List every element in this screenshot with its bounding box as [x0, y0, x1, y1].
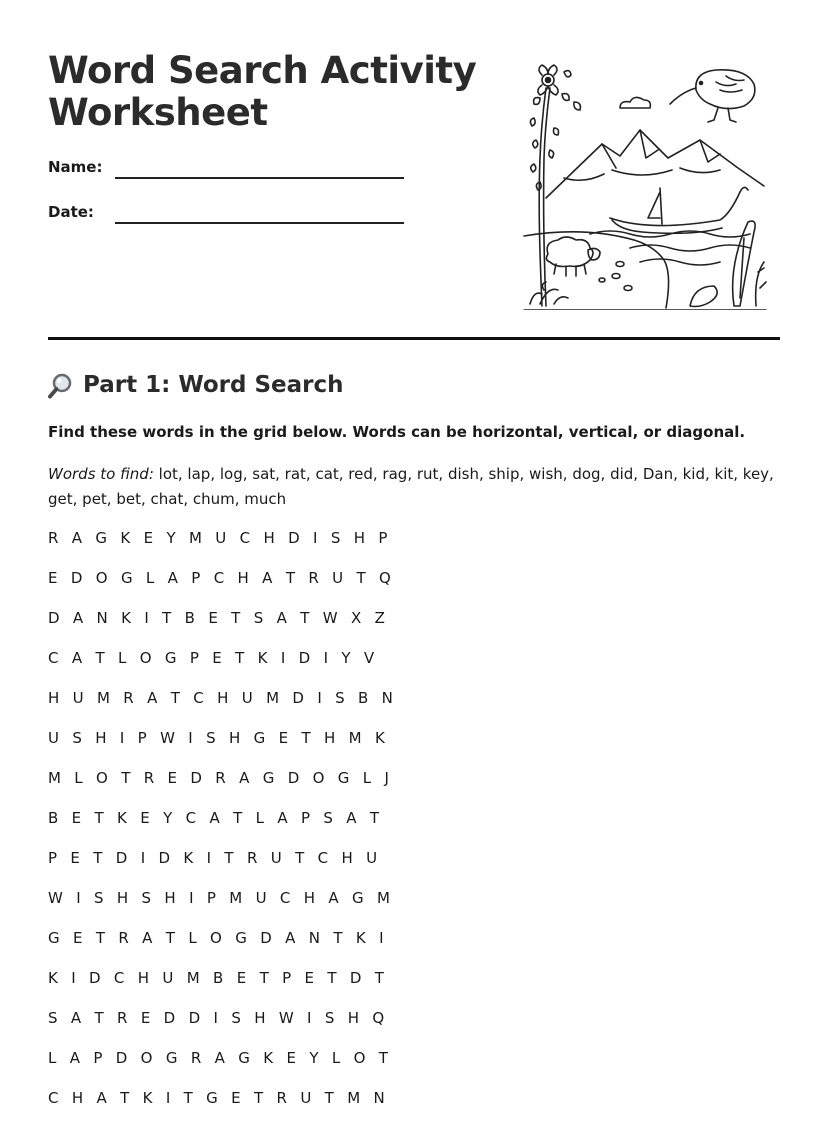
- grid-row: W I S H S H I P M U C H A G M: [48, 889, 395, 907]
- grid-row: M L O T R E D R A G D O G L J: [48, 769, 394, 787]
- date-line: [115, 222, 404, 224]
- grid-row: R A G K E Y M U C H D I S H P: [48, 529, 392, 547]
- grid-row: B E T K E Y C A T L A P S A T: [48, 809, 384, 827]
- date-label: Date:: [48, 203, 94, 221]
- page-title: Word Search Activity Worksheet: [48, 49, 477, 134]
- magnifying-glass-icon: [48, 373, 74, 399]
- boat: [610, 187, 748, 225]
- grid-row: U S H I P W I S H G E T H M K: [48, 729, 390, 747]
- name-line: [115, 177, 404, 179]
- words-list: lot, lap, log, sat, rat, cat, red, rag, rut, dish, ship, wish, dog, did, Dan, kid, kit, key, get, pet, bet, chat, chum, much: [48, 465, 774, 508]
- grid-row: H U M R A T C H U M D I S B N: [48, 689, 398, 707]
- instructions: Find these words in the grid below. Words can be horizontal, vertical, or diagonal.: [48, 423, 746, 441]
- grid-row: P E T D I D K I T R U T C H U: [48, 849, 382, 867]
- name-field: [48, 158, 115, 176]
- grid-row: C H A T K I T G E T R U T M N: [48, 1089, 390, 1107]
- grid-row: S A T R E D D I S H W I S H Q: [48, 1009, 389, 1027]
- word-list: [48, 462, 780, 512]
- section-heading: [48, 372, 344, 398]
- grid-row: C A T L O G P E T K I D I Y V: [48, 649, 379, 667]
- section-title: Part 1: Word Search: [83, 372, 344, 398]
- sheep: [546, 237, 593, 267]
- leaves: [733, 221, 756, 306]
- date-field: [48, 203, 115, 221]
- landscape-illustration: [520, 58, 770, 310]
- words-label: Words to find:: [48, 465, 154, 483]
- letter-grid: [48, 527, 397, 1127]
- divider: [48, 337, 780, 340]
- grid-row: G E T R A T L O G D A N T K I: [48, 929, 388, 947]
- mountains: [546, 130, 764, 198]
- grid-row: L A P D O G R A G K E Y L O T: [48, 1049, 393, 1067]
- grid-row: K I D C H U M B E T P E T D T: [48, 969, 389, 987]
- grid-row: E D O G L A P C H A T R U T Q: [48, 569, 396, 587]
- name-label: Name:: [48, 158, 103, 176]
- grid-row: D A N K I T B E T S A T W X Z: [48, 609, 390, 627]
